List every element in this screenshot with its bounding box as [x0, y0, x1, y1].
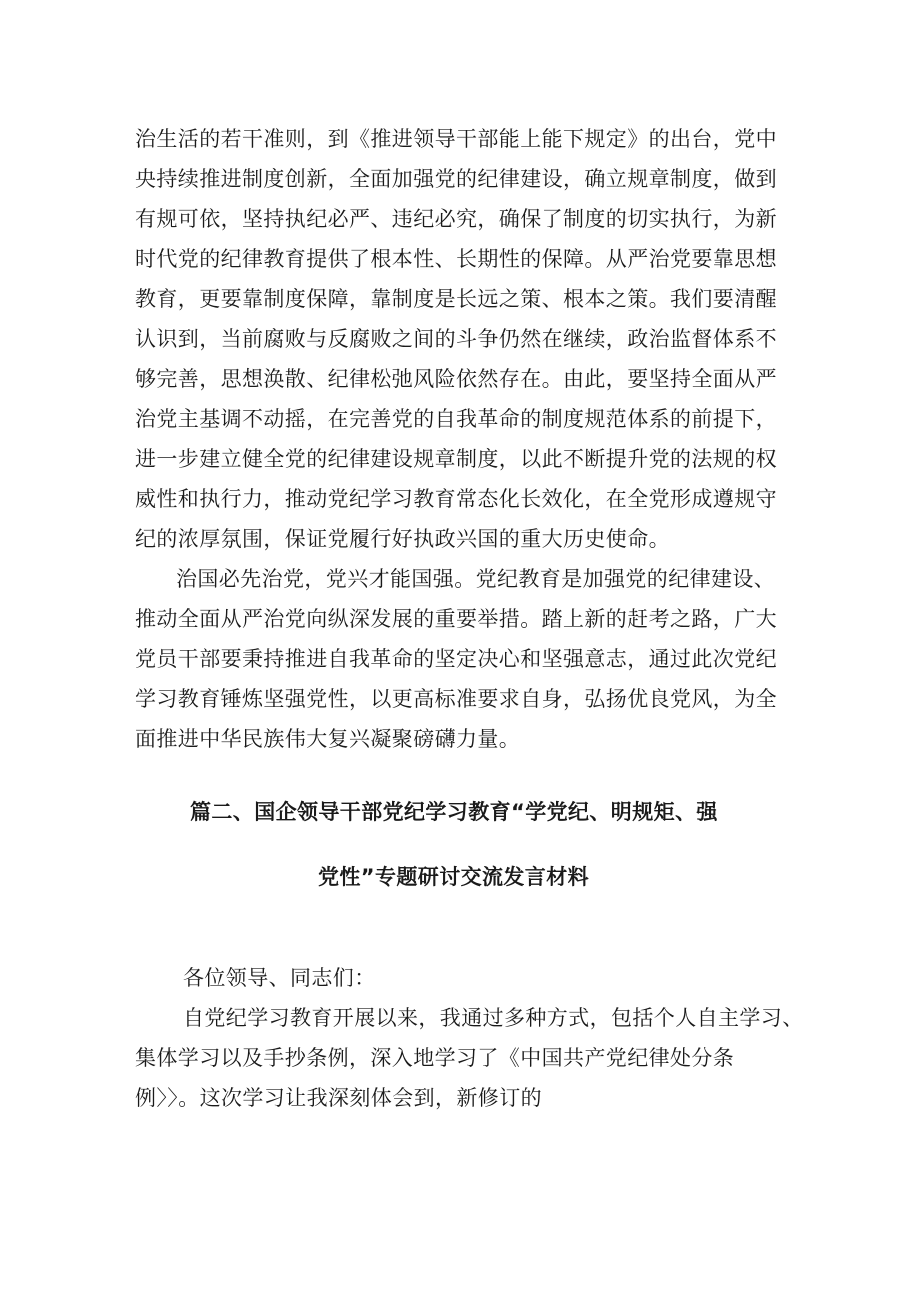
salutation: 各位领导、同志们： [183, 966, 376, 990]
paragraph-line: 进一步建立健全党的纪律建设规章制度，以此不断提升党的法规的权 [135, 447, 777, 471]
paragraph-line: 有规可依，坚持执纪必严、违纪必究，确保了制度的切实执行，为新 [135, 207, 777, 231]
paragraph-line: 面推进中华民族伟大复兴凝聚磅礴力量。 [135, 727, 521, 751]
paragraph-line: 教育，更要靠制度保障，靠制度是长远之策、根本之策。我们要清醒 [135, 287, 777, 311]
section-heading-line2: 党性”专题研讨交流发言材料 [318, 865, 590, 889]
paragraph-line: 自党纪学习教育开展以来，我通过多种方式，包括个人自主学习、 [183, 1006, 804, 1030]
paragraph-line: 威性和执行力，推动党纪学习教育常态化长效化，在全党形成遵规守 [135, 487, 777, 511]
paragraph-line: 时代党的纪律教育提供了根本性、长期性的保障。从严治党要靠思想 [135, 247, 777, 271]
paragraph-line: 学习教育锤炼坚强党性，以更高标准要求自身，弘扬优良党风，为全 [135, 687, 777, 711]
paragraph-line: 治党主基调不动摇，在完善党的自我革命的制度规范体系的前提下， [135, 407, 777, 431]
paragraph-line: 例〉〉。这次学习让我深刻体会到，新修订的 [135, 1086, 542, 1110]
paragraph-line: 够完善，思想涣散、纪律松弛风险依然存在。由此，要坚持全面从严 [135, 367, 777, 391]
paragraph-line: 认识到，当前腐败与反腐败之间的斗争仍然在继续，政治监督体系不 [135, 327, 777, 351]
paragraph-line: 纪的浓厚氛围，保证党履行好执政兴国的重大历史使命。 [135, 527, 670, 551]
paragraph-line: 集体学习以及手抄条例，深入地学习了《中国共产党纪律处分条 [135, 1046, 735, 1070]
paragraph-line: 央持续推进制度创新，全面加强党的纪律建设，确立规章制度，做到 [135, 167, 777, 191]
section-heading-line1: 篇二、国企领导干部党纪学习教育“学党纪、明规矩、强 [190, 800, 718, 824]
paragraph-line: 治生活的若干准则，到《推进领导干部能上能下规定》的出台，党中 [135, 127, 777, 151]
paragraph-line: 治国必先治党，党兴才能国强。党纪教育是加强党的纪律建设、 [176, 567, 776, 591]
paragraph-line: 推动全面从严治党向纵深发展的重要举措。踏上新的赶考之路，广大 [135, 607, 777, 631]
paragraph-line: 党员干部要秉持推进自我革命的坚定决心和坚强意志，通过此次党纪 [135, 647, 777, 671]
